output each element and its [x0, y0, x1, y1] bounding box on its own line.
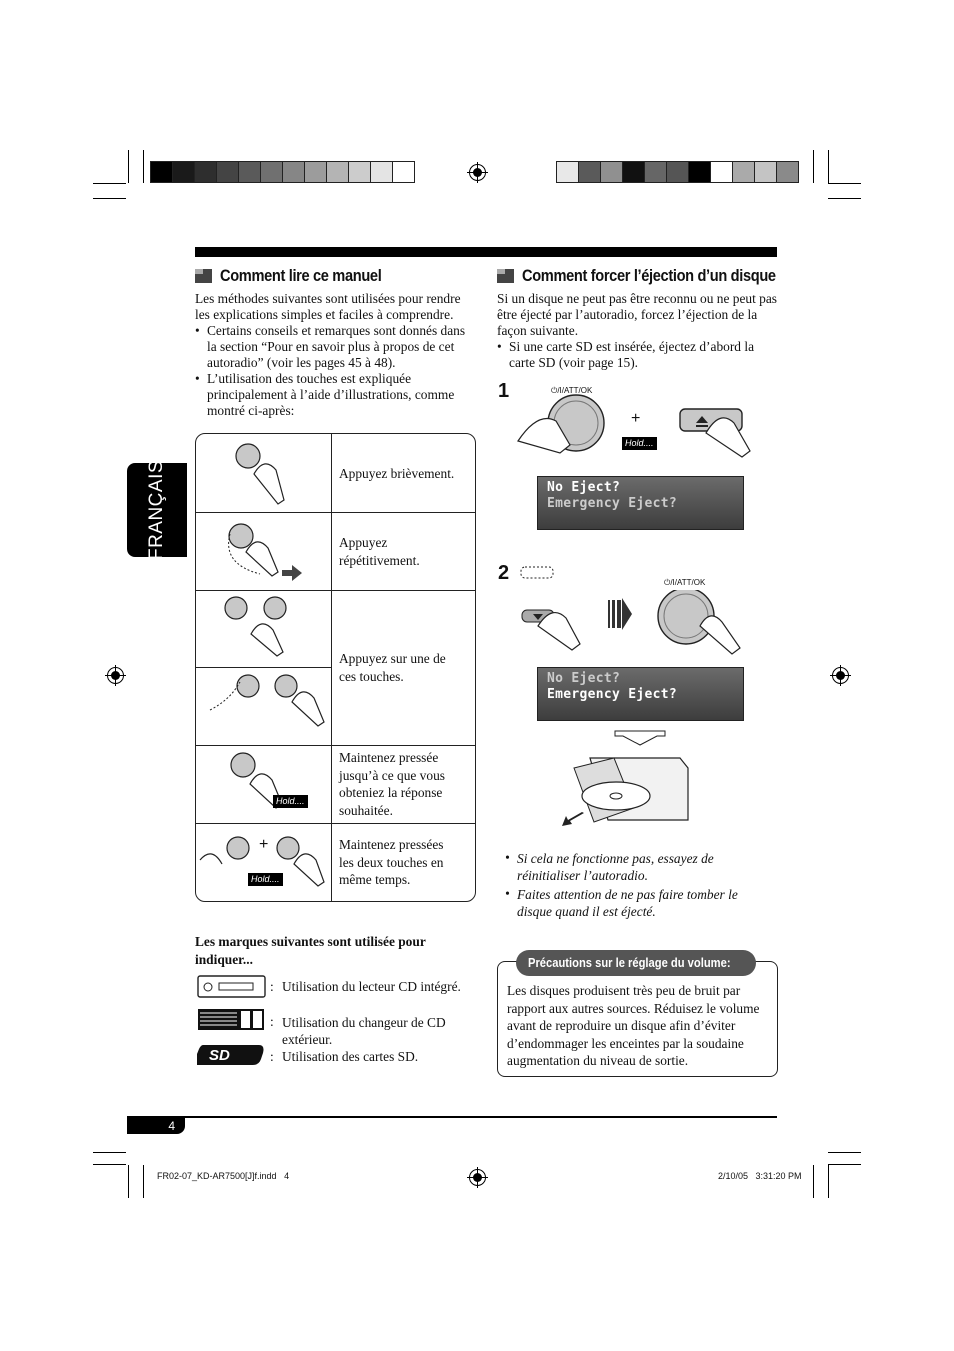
crop-mark: [128, 1165, 129, 1198]
left-heading-text: Comment lire ce manuel: [220, 266, 382, 285]
calibration-swatch: [216, 161, 239, 183]
footer-timestamp: 2/10/05 3:31:20 PM: [718, 1171, 802, 1181]
disc-icon: [582, 782, 650, 810]
note-1: • Si cela ne fonctionne pas, essayez de réinitialiser l’autoradio.: [505, 850, 775, 884]
plus-sign: +: [259, 836, 269, 853]
heading-square-icon: [497, 269, 514, 283]
footer-file-name: FR02-07_KD-AR7500[J]f.indd 4: [157, 1171, 290, 1181]
right-intro: Si un disque ne peut pas être reconnu ou ne peut pas être éjecté par l’autoradio, forcez l’éjection de la façon suivante.: [497, 291, 778, 338]
tip-press-briefly: Appuyez brièvement.: [339, 466, 455, 481]
calibration-swatch: [600, 161, 623, 183]
volume-caution-title-text: Précautions sur le réglage du volume:: [528, 955, 731, 970]
top-rule: [195, 247, 777, 257]
calibration-swatch: [622, 161, 645, 183]
colon: :: [270, 1049, 274, 1064]
calibration-swatch: [282, 161, 305, 183]
arrow-right-icon: [622, 598, 632, 630]
left-heading: [195, 265, 408, 287]
calibration-swatch: [348, 161, 371, 183]
left-bullet-1-text: Certains conseils et remarques sont donnés dans la section “Pour en savoir plus à propos de cet autoradio” (voir les pages 45 à 48).: [207, 323, 466, 370]
crop-mark: [93, 183, 126, 184]
language-tab-label: FRANÇAIS: [146, 459, 167, 561]
dashed-button-icon: [520, 565, 556, 581]
registration-mark: [469, 164, 486, 181]
calibration-swatch: [556, 161, 579, 183]
step-2-illustration: [518, 590, 748, 660]
lcd-line-2: Emergency Eject?: [547, 496, 678, 511]
left-bullet-2-text: L’utilisation des touches est expliquée principalement à l’aide d’illustrations, comme montré ci-après:: [207, 371, 455, 418]
left-bullet-1: • Certains conseils et remarques sont donnés dans la section “Pour en savoir plus à propos de cet autoradio” (voir les pages 45 à 48).: [195, 323, 477, 371]
left-bullet-2: • L’utilisation des touches est expliquée principalement à l’aide d’illustrations, comme montré ci-après:: [195, 371, 477, 419]
marks-heading: Les marques suivantes sont utilisée pour indiquer...: [195, 934, 426, 967]
crop-mark: [93, 1152, 126, 1153]
sd-card-icon: [197, 1045, 264, 1065]
lcd-line-2: Emergency Eject?: [547, 687, 678, 702]
cd-player-icon: [198, 976, 265, 997]
calibration-swatch: [754, 161, 777, 183]
right-heading-text: Comment forcer l’éjection d’un disque: [522, 266, 776, 285]
svg-text:SD: SD: [209, 1047, 230, 1064]
calibration-swatch: [578, 161, 601, 183]
left-intro: Les méthodes suivantes sont utilisées pour rendre les explications simples et faciles à comprendre.: [195, 291, 461, 322]
registration-mark: [107, 667, 124, 684]
lcd-display-2: [537, 667, 744, 721]
bottom-rule: [127, 1116, 777, 1118]
page-number-tab: [127, 1118, 185, 1134]
calibration-swatch: [304, 161, 327, 183]
calibration-swatch: [238, 161, 261, 183]
heading-square-icon: [195, 269, 212, 283]
hold-label: Hold....: [622, 437, 657, 450]
crop-mark: [828, 1165, 829, 1198]
registration-mark: [469, 1169, 486, 1186]
calibration-swatch: [666, 161, 689, 183]
calibration-swatch: [710, 161, 733, 183]
right-heading: [497, 265, 817, 287]
note-2: • Faites attention de ne pas faire tomber le disque quand il est éjecté.: [505, 886, 775, 920]
button-legend-table: [195, 433, 476, 902]
step-2-number: 2: [498, 562, 510, 584]
volume-knob-icon: [658, 590, 714, 644]
mark-cd-player-text: Utilisation du lecteur CD intégré.: [282, 979, 461, 994]
crop-mark: [828, 183, 861, 184]
volume-caution-title: [516, 950, 756, 976]
calibration-swatch: [776, 161, 799, 183]
calibration-swatch: [194, 161, 217, 183]
eject-arrow-icon: [562, 812, 584, 826]
mark-cd-changer-text: Utilisation du changeur de CD extérieur.: [282, 1015, 446, 1047]
colon: :: [270, 1014, 274, 1029]
calibration-swatch: [392, 161, 415, 183]
tip-hold-both: Maintenez pressées les deux touches en même temps.: [339, 837, 444, 887]
volume-caution-text: Les disques produisent très peu de bruit par rapport aux autres sources. Réduisez le volume avant de reproduire un disque afin d’éviter d’endommager les enceintes par la soudaine augmentation du niveau de sortie.: [507, 983, 760, 1069]
crop-mark: [828, 1152, 861, 1153]
calibration-swatch: [732, 161, 755, 183]
page-number: 4: [168, 1119, 175, 1133]
calibration-bar-right: [556, 161, 798, 183]
tip-press-repeatedly: Appuyez répétitivement.: [339, 535, 420, 568]
crop-mark: [813, 1165, 814, 1198]
calibration-swatch: [150, 161, 173, 183]
note-2-text: Faites attention de ne pas faire tomber le disque quand il est éjecté.: [517, 887, 738, 919]
crop-mark: [128, 150, 129, 183]
finger-press-illustrations: [196, 434, 331, 901]
step-1-number: 1: [498, 380, 510, 402]
disc-eject-illustration: [560, 728, 690, 833]
lcd-display-1: [537, 476, 744, 530]
calibration-swatch: [326, 161, 349, 183]
crop-mark: [828, 1164, 861, 1165]
power-button-label: ⏻/I/ATT/OK: [664, 578, 706, 587]
mark-icons: [197, 975, 267, 1067]
language-tab: [127, 459, 187, 561]
tip-hold: Maintenez pressée jusqu’à ce que vous obteniez la réponse souhaitée.: [339, 750, 445, 818]
crop-mark: [93, 198, 126, 199]
lcd-line-1: No Eject?: [547, 480, 621, 495]
note-1-text: Si cela ne fonctionne pas, essayez de réinitialiser l’autoradio.: [517, 851, 714, 883]
crop-mark: [828, 198, 861, 199]
calibration-swatch: [688, 161, 711, 183]
hold-label: Hold....: [248, 873, 283, 886]
crop-mark: [93, 1164, 126, 1165]
calibration-swatch: [644, 161, 667, 183]
hold-label: Hold....: [273, 795, 308, 808]
crop-mark: [143, 1165, 144, 1198]
tip-press-one: Appuyez sur une de ces touches.: [339, 651, 446, 684]
registration-mark: [832, 667, 849, 684]
right-bullet-1: • Si une carte SD est insérée, éjectez d’abord la carte SD (voir page 15).: [497, 339, 779, 371]
crop-mark: [828, 150, 829, 183]
crop-mark: [813, 150, 814, 183]
calibration-swatch: [260, 161, 283, 183]
calibration-bar-left: [150, 161, 414, 183]
plus-sign: +: [631, 410, 641, 427]
right-bullet-1-text: Si une carte SD est insérée, éjectez d’abord la carte SD (voir page 15).: [509, 339, 755, 370]
mark-sd-card-text: Utilisation des cartes SD.: [282, 1049, 419, 1064]
calibration-swatch: [172, 161, 195, 183]
colon: :: [270, 979, 274, 994]
power-button-label: ⏻/I/ATT/OK: [551, 386, 593, 395]
table-divider: [331, 434, 332, 901]
lcd-line-1: No Eject?: [547, 671, 621, 686]
crop-mark: [143, 150, 144, 183]
calibration-swatch: [370, 161, 393, 183]
